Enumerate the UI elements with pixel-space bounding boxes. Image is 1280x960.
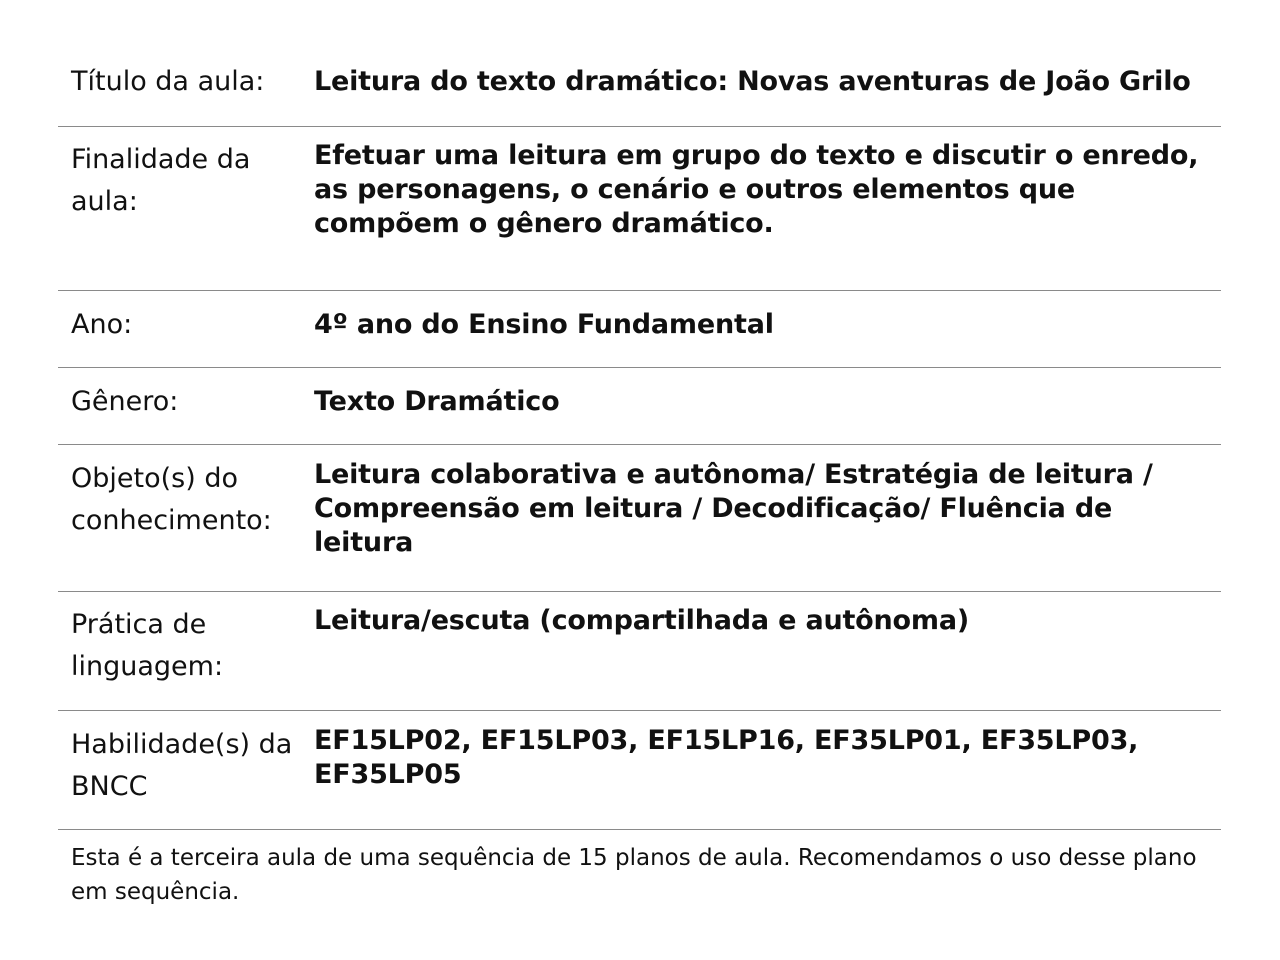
row-label: Prática de linguagem: xyxy=(71,609,224,682)
row-value: Texto Dramático xyxy=(314,386,560,417)
row-value: 4º ano do Ensino Fundamental xyxy=(314,309,774,340)
row-label: Ano: xyxy=(71,309,133,340)
row-ano xyxy=(58,291,1221,368)
row-finalidade xyxy=(58,127,1221,291)
row-value: Leitura colaborativa e autônoma/ Estratégia de leitura / Compreensão em leitura / Decodificação/ Fluência de leitura xyxy=(314,459,1153,558)
row-pratica xyxy=(58,592,1221,711)
row-genero xyxy=(58,368,1221,445)
row-label: Título da aula: xyxy=(71,66,265,97)
row-habilidades xyxy=(58,711,1221,830)
row-objeto xyxy=(58,445,1221,592)
row-label: Objeto(s) do conhecimento: xyxy=(71,463,272,536)
row-label: Gênero: xyxy=(71,386,179,417)
row-value: EF15LP02, EF15LP03, EF15LP16, EF35LP01, EF35LP03, EF35LP05 xyxy=(314,725,1139,790)
row-value: Leitura/escuta (compartilhada e autônoma) xyxy=(314,605,970,636)
sequence-note: Esta é a terceira aula de uma sequência de 15 planos de aula. Recomendamos o uso desse plano em sequência. xyxy=(71,845,1197,905)
row-titulo xyxy=(58,61,1221,127)
row-label: Finalidade da aula: xyxy=(71,144,251,217)
row-label: Habilidade(s) da BNCC xyxy=(71,729,293,802)
row-value: Leitura do texto dramático: Novas aventuras de João Grilo xyxy=(314,66,1191,97)
row-value: Efetuar uma leitura em grupo do texto e discutir o enredo, as personagens, o cenário e outros elementos que compõem o gênero dramático. xyxy=(314,140,1199,239)
